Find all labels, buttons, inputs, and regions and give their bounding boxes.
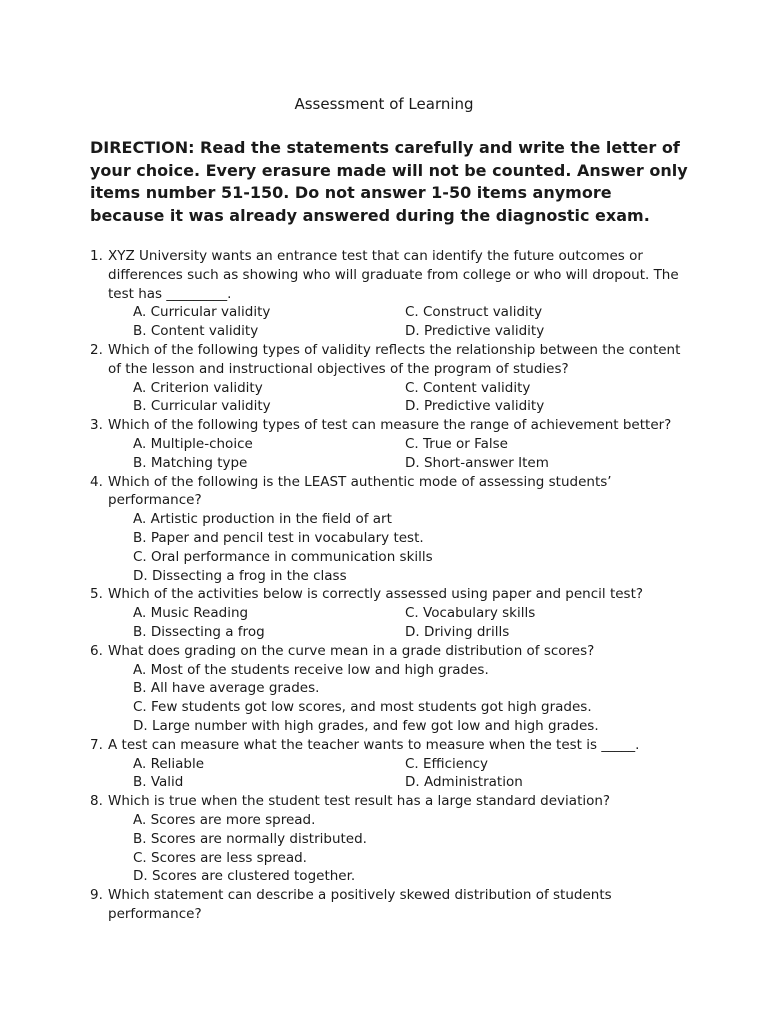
answer-option: C. Few students got low scores, and most students got high grades. (133, 699, 592, 716)
question-text: Which of the following types of validity reflects the relationship between the content of the lesson and instructional objectives of the program of studies? (108, 341, 681, 377)
answer-option: A. Scores are more spread. (133, 811, 316, 828)
answer-options (108, 661, 690, 736)
answer-option: B. Content validity (133, 323, 259, 340)
answer-option: A. Curricular validity (133, 304, 271, 321)
answer-option: B. Dissecting a frog (133, 623, 265, 640)
answer-option: B. Paper and pencil test in vocabulary test. (133, 529, 424, 546)
answer-option: D. Scores are clustered together. (133, 868, 356, 885)
answer-options (108, 510, 690, 585)
question-item (90, 416, 690, 472)
answer-option: D. Dissecting a frog in the class (133, 567, 347, 584)
question-text: Which statement can describe a positively skewed distribution of students performance? (108, 887, 612, 922)
answer-options (108, 755, 690, 793)
answer-options (108, 379, 690, 417)
answer-option: C. Scores are less spread. (133, 849, 307, 866)
answer-option: A. Multiple-choice (133, 435, 253, 452)
question-item (90, 585, 690, 641)
question-list (90, 247, 690, 924)
question-item (90, 642, 690, 736)
answer-option: D. Predictive validity (405, 323, 545, 340)
answer-option: A. Music Reading (133, 605, 249, 622)
answer-options (108, 811, 690, 886)
answer-options (108, 435, 690, 473)
answer-option: C. Efficiency (405, 755, 489, 772)
question-number: 1. (90, 248, 103, 264)
question-text: Which is true when the student test result has a large standard deviation? (108, 793, 611, 810)
answer-options (108, 303, 690, 341)
answer-option: B. All have average grades. (133, 680, 320, 697)
question-item (90, 886, 690, 924)
question-item (90, 247, 690, 341)
document-title: Assessment of Learning (294, 95, 474, 113)
question-number: 4. (90, 473, 103, 490)
answer-option: D. Administration (405, 774, 523, 791)
question-text: A test can measure what the teacher wants to measure when the test is _____. (108, 736, 640, 753)
answer-option: D. Large number with high grades, and few got low and high grades. (133, 717, 599, 734)
question-number: 7. (90, 736, 103, 753)
answer-option: C. Oral performance in communication skills (133, 548, 433, 565)
question-number: 8. (90, 793, 103, 810)
answer-option: C. Content validity (405, 379, 531, 396)
question-text: Which of the activities below is correctly assessed using paper and pencil test? (108, 586, 644, 603)
question-item (90, 341, 690, 416)
answer-option: D. Predictive validity (405, 398, 545, 415)
question-item (90, 736, 690, 792)
answer-option: B. Matching type (133, 454, 248, 471)
question-text: XYZ University wants an entrance test that can identify the future outcomes or differences such as showing who will graduate from college or who will dropout. The test has _________. (108, 248, 679, 302)
answer-option: C. True or False (405, 435, 508, 452)
question-text: What does grading on the curve mean in a grade distribution of scores? (108, 642, 595, 659)
answer-option: C. Construct validity (405, 304, 543, 321)
answer-option: A. Criterion validity (133, 379, 263, 396)
question-number: 9. (90, 887, 103, 904)
answer-option: D. Driving drills (405, 623, 510, 640)
answer-option: D. Short-answer Item (405, 454, 549, 471)
question-item (90, 792, 690, 886)
answer-option: B. Valid (133, 774, 184, 791)
question-number: 5. (90, 586, 103, 603)
question-item (90, 473, 690, 586)
answer-option: A. Most of the students receive low and high grades. (133, 661, 489, 678)
answer-option: B. Scores are normally distributed. (133, 830, 367, 847)
question-number: 6. (90, 642, 103, 659)
question-text: Which of the following is the LEAST authentic mode of assessing students’ performance? (108, 473, 612, 509)
question-number: 3. (90, 417, 103, 434)
answer-options (108, 604, 690, 642)
directions-paragraph: DIRECTION: Read the statements carefully and write the letter of your choice. Every erasure made will not be counted. Answer only items number 51-150. Do not answer 1-50 items anymore because it was already answered during the diagnostic exam. (90, 138, 688, 225)
question-text: Which of the following types of test can measure the range of achievement better? (108, 417, 672, 434)
question-number: 2. (90, 341, 103, 358)
answer-option: B. Curricular validity (133, 398, 271, 415)
answer-option: C. Vocabulary skills (405, 605, 536, 622)
answer-option: A. Artistic production in the field of art (133, 511, 392, 528)
answer-option: A. Reliable (133, 755, 205, 772)
